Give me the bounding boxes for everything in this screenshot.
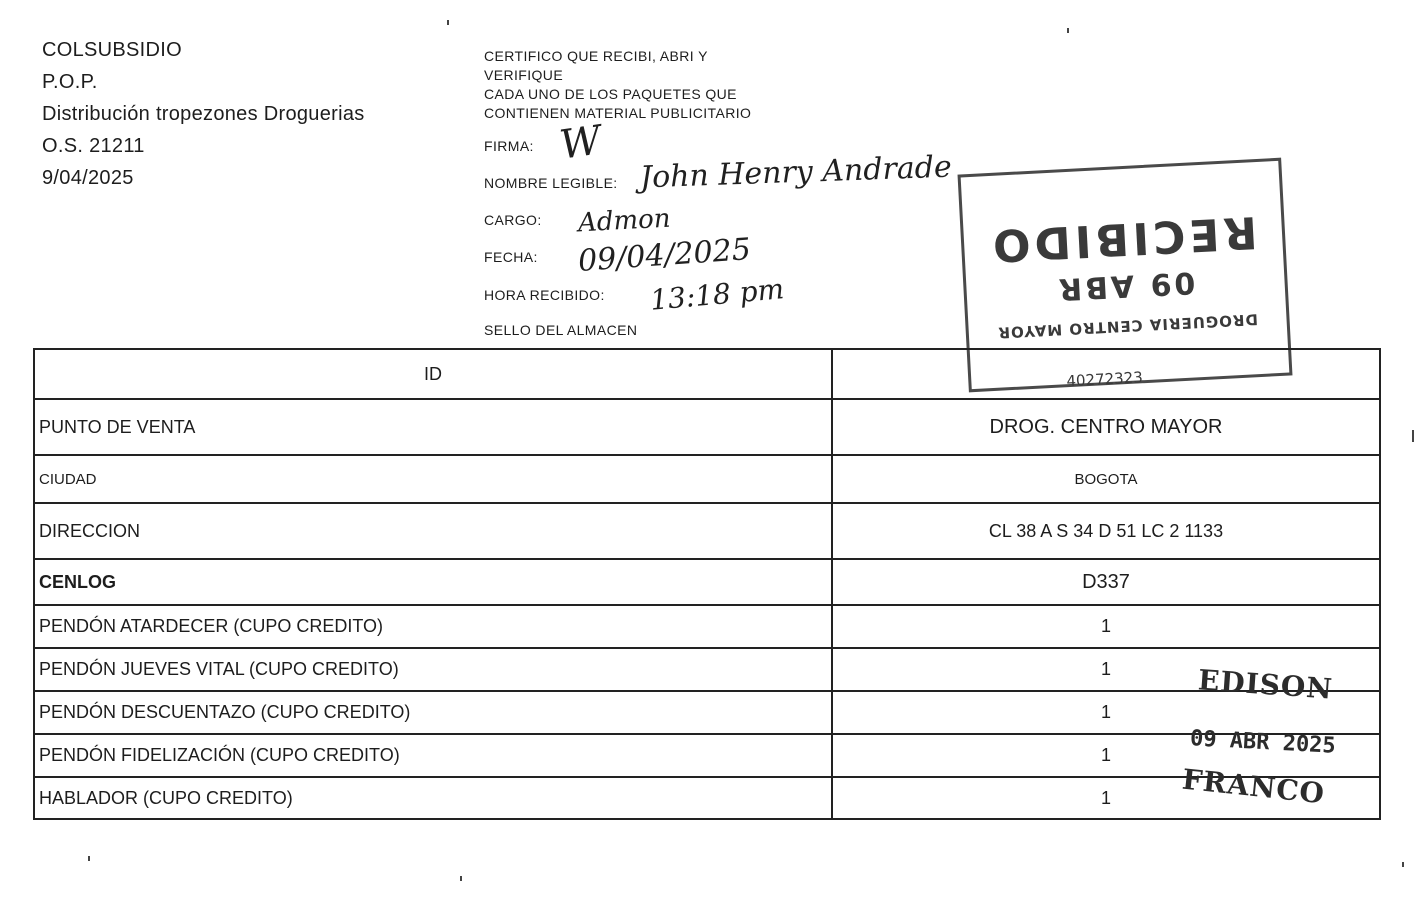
row-value: 1	[832, 648, 1380, 691]
row-value: 1	[832, 605, 1380, 648]
header-line-pop: P.O.P.	[42, 71, 98, 93]
scan-speck	[88, 856, 90, 861]
table-row	[34, 734, 1380, 777]
scan-speck	[460, 876, 462, 881]
certificate-line: CADA UNO DE LOS PAQUETES QUE	[484, 86, 737, 102]
table-header-row	[34, 349, 1380, 399]
table-row	[34, 777, 1380, 819]
certificate-line: CONTIENEN MATERIAL PUBLICITARIO	[484, 105, 752, 121]
row-label: PUNTO DE VENTA	[34, 399, 832, 455]
scan-speck	[1412, 430, 1414, 442]
certificate-line: VERIFIQUE	[484, 67, 564, 83]
header-date: 9/04/2025	[42, 167, 134, 189]
table-header-id: ID	[34, 349, 832, 399]
row-value: D337	[832, 559, 1380, 605]
row-value: DROG. CENTRO MAYOR	[832, 399, 1380, 455]
delivery-stamp-surname: FRANCO	[1180, 762, 1327, 811]
row-value: 1	[832, 691, 1380, 734]
table-row	[34, 648, 1380, 691]
row-value: 1	[832, 734, 1380, 777]
table-row	[34, 605, 1380, 648]
delivery-table	[33, 348, 1381, 820]
handwritten-cargo: Admon	[577, 203, 672, 239]
header-line-os: O.S. 21211	[42, 135, 145, 157]
row-label: PENDÓN DESCUENTAZO (CUPO CREDITO)	[34, 691, 832, 734]
row-value: CL 38 A S 34 D 51 LC 2 1133	[832, 503, 1380, 559]
fecha-label: FECHA:	[484, 249, 538, 265]
table-header-empty	[832, 349, 1380, 399]
handwritten-name: John Henry Andrade	[639, 149, 953, 196]
scan-speck	[1402, 862, 1404, 867]
scan-speck	[447, 20, 449, 25]
row-value: BOGOTA	[832, 455, 1380, 503]
header-line-distribution: Distribución tropezones Droguerias	[42, 103, 365, 125]
nombre-label: NOMBRE LEGIBLE:	[484, 175, 618, 191]
delivery-stamp-name: EDISON	[1197, 663, 1334, 706]
row-value: 1	[832, 777, 1380, 819]
row-label: PENDÓN FIDELIZACIÓN (CUPO CREDITO)	[34, 734, 832, 777]
stamp-store: DROGUERIA CENTRO MAYOR	[997, 310, 1259, 342]
stamp-title: RECIBIDO	[987, 206, 1259, 272]
stamp-number: 40272323	[1066, 368, 1144, 391]
certificate-line: CERTIFICO QUE RECIBI, ABRI Y	[484, 48, 708, 64]
signature: W	[556, 117, 605, 169]
table-row	[34, 691, 1380, 734]
row-label: CIUDAD	[34, 455, 832, 503]
handwritten-fecha: 09/04/2025	[576, 232, 752, 279]
table-row	[34, 399, 1380, 455]
cargo-label: CARGO:	[484, 212, 542, 228]
stamp-date: 09 ABR	[1055, 264, 1197, 307]
header-block	[42, 34, 365, 194]
delivery-stamp-date: 09 ABR 2025	[1189, 726, 1337, 759]
firma-label: FIRMA:	[484, 138, 534, 154]
row-label: CENLOG	[34, 559, 832, 605]
table-row	[34, 455, 1380, 503]
certificate-text	[484, 47, 751, 123]
sello-label: SELLO DEL ALMACEN	[484, 322, 638, 338]
table-row	[34, 559, 1380, 605]
row-label: PENDÓN ATARDECER (CUPO CREDITO)	[34, 605, 832, 648]
row-label: DIRECCION	[34, 503, 832, 559]
row-label: PENDÓN JUEVES VITAL (CUPO CREDITO)	[34, 648, 832, 691]
hora-label: HORA RECIBIDO:	[484, 287, 605, 303]
company-name: COLSUBSIDIO	[42, 39, 182, 61]
scan-speck	[1067, 28, 1069, 33]
table-row	[34, 503, 1380, 559]
row-label: HABLADOR (CUPO CREDITO)	[34, 777, 832, 819]
handwritten-hora: 13:18 pm	[648, 272, 786, 317]
